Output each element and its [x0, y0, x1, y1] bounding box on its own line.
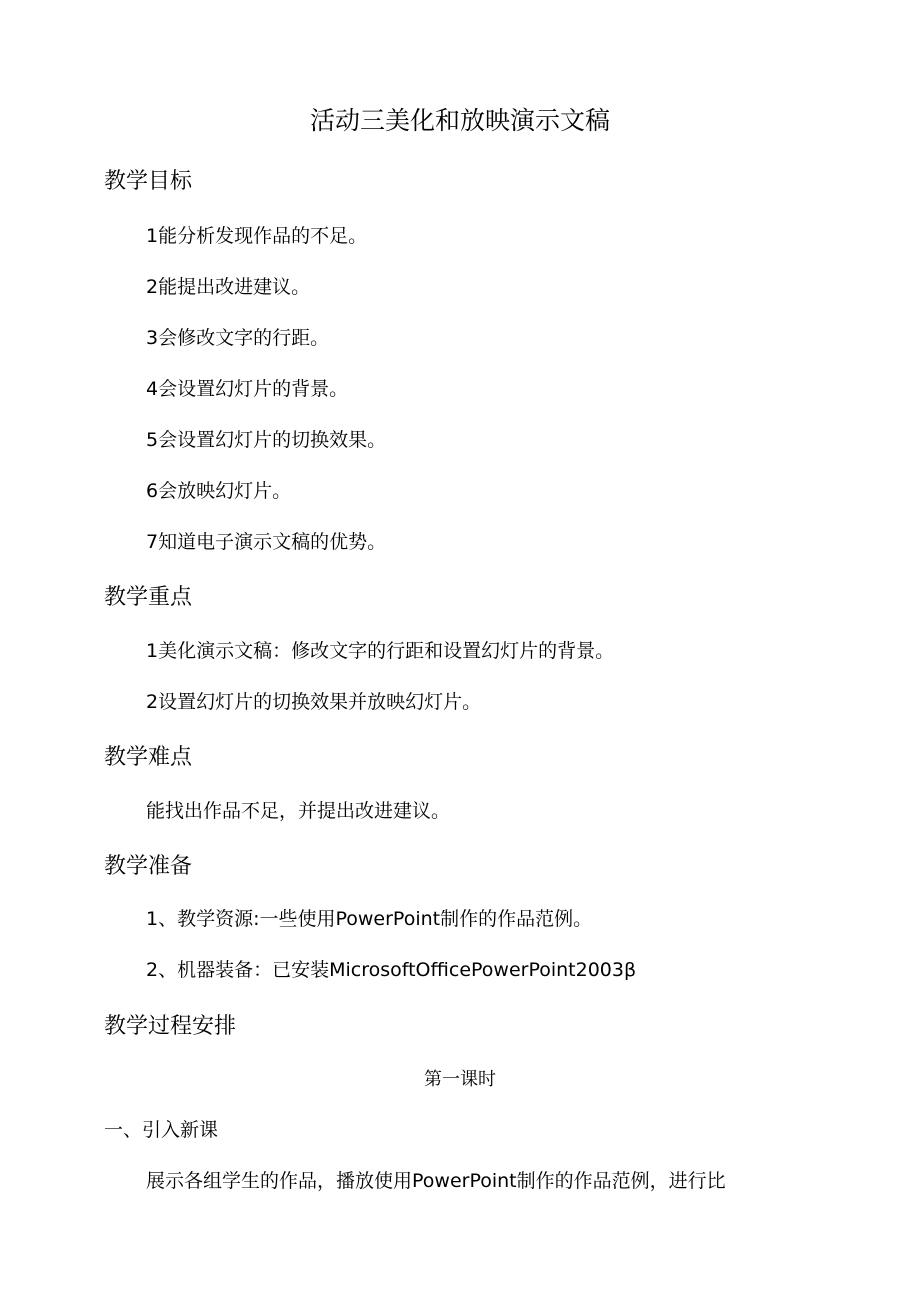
objective-item: 4会设置幻灯片的背景。 [146, 378, 349, 400]
section-title: 一、引入新课 [104, 1119, 219, 1141]
section-heading-process: 教学过程安排 [104, 1014, 237, 1039]
preparation-item: 2、机器装备：已安装MicrosoftOfficePowerPoint2003β [146, 959, 637, 981]
preparation-item: 1、教学资源:一些使用PowerPoint制作的作品范例。 [146, 908, 593, 930]
key-point-item: 2设置幻灯片的切换效果并放映幻灯片。 [146, 691, 482, 713]
section-heading-key-points: 教学重点 [104, 585, 193, 610]
section-heading-difficulties: 教学难点 [104, 745, 193, 770]
lesson-label: 第一课时 [424, 1069, 496, 1090]
objective-item: 1能分析发现作品的不足。 [146, 225, 368, 247]
objective-item: 7知道电子演示文稿的优势。 [146, 531, 387, 553]
objective-item: 5会设置幻灯片的切换效果。 [146, 429, 387, 451]
body-paragraph: 展示各组学生的作品，播放使用PowerPoint制作的作品范例，进行比 [146, 1170, 726, 1192]
objective-item: 3会修改文字的行距。 [146, 327, 330, 349]
key-point-item: 1美化演示文稿：修改文字的行距和设置幻灯片的背景。 [146, 640, 615, 662]
objective-item: 6会放映幻灯片。 [146, 480, 292, 502]
difficulty-item: 能找出作品不足，并提出改进建议。 [146, 800, 451, 822]
section-heading-objectives: 教学目标 [104, 169, 193, 194]
objective-item: 2能提出改进建议。 [146, 276, 311, 298]
document-title: 活动三美化和放映演示文稿 [309, 106, 610, 135]
section-heading-preparation: 教学准备 [104, 854, 193, 879]
